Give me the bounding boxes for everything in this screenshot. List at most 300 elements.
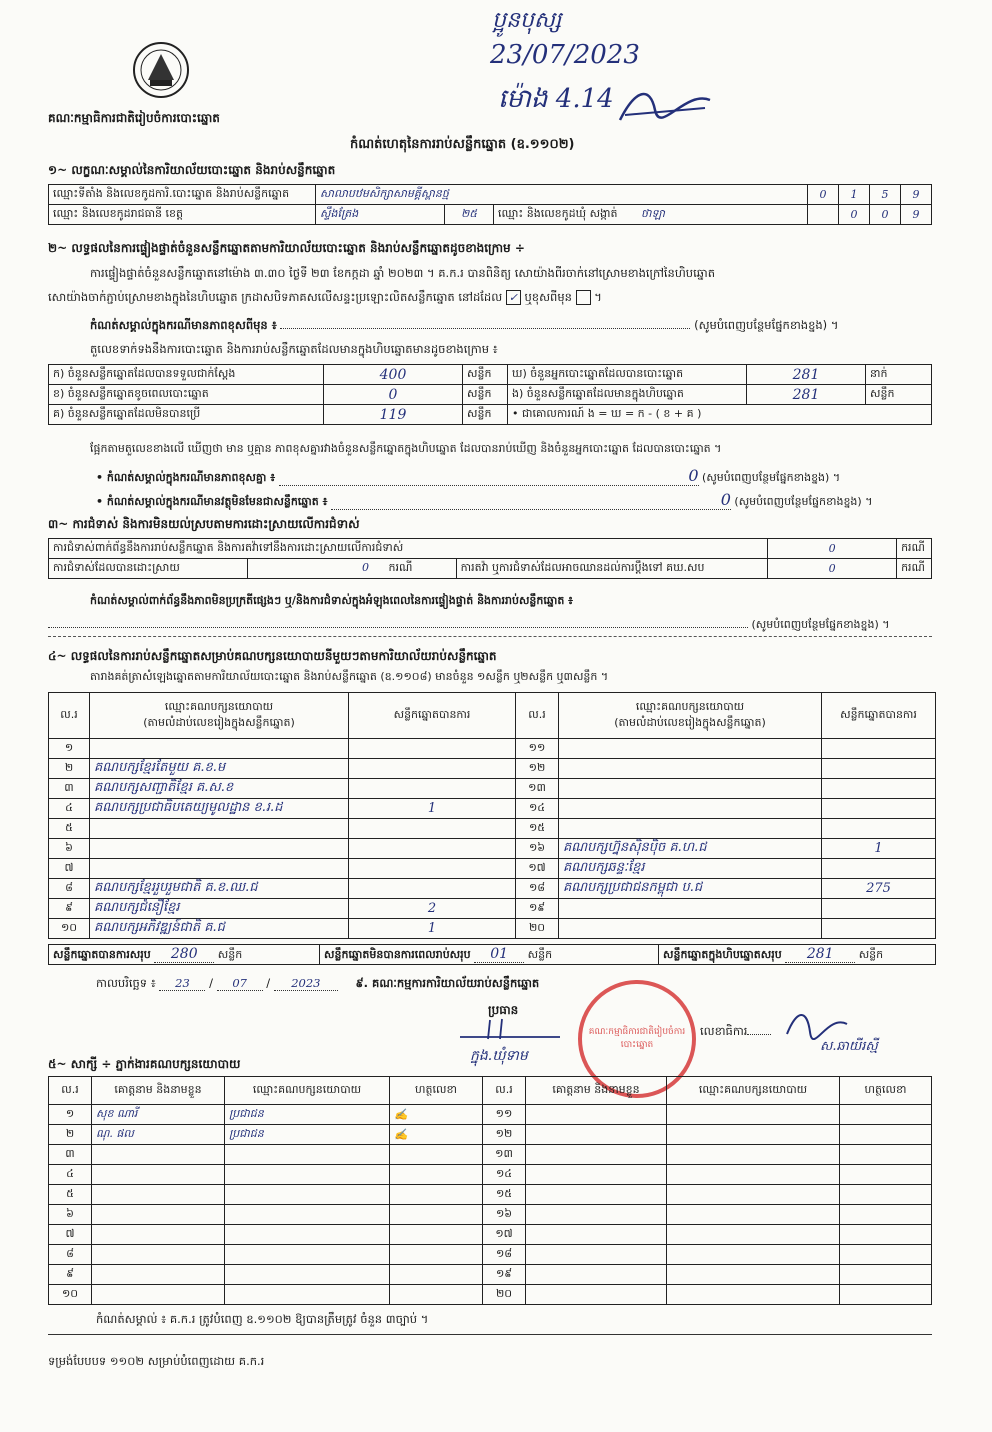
result-no: ៣ bbox=[49, 779, 90, 799]
fig-a-unit: សន្លឹក bbox=[463, 365, 508, 385]
stamp-label: គណៈកម្មាធិការជាតិរៀបចំការបោះឆ្នោត bbox=[588, 1027, 686, 1050]
witness-party bbox=[667, 1105, 840, 1125]
col-party-right bbox=[559, 693, 822, 739]
witness-sign bbox=[840, 1265, 932, 1285]
result-no: ១២ bbox=[516, 759, 559, 779]
resolved-unit: ករណី bbox=[388, 560, 413, 574]
result-party bbox=[559, 899, 822, 919]
witness-party bbox=[225, 1225, 390, 1245]
figures-table bbox=[48, 364, 932, 425]
result-votes bbox=[349, 739, 516, 759]
commune-cell bbox=[494, 205, 808, 225]
result-no: ១៦ bbox=[516, 839, 559, 859]
col-party-left-sub: (តាមលំដាប់លេខរៀងក្នុងសន្លឹកឆ្នោត) bbox=[143, 715, 295, 729]
col-party-right-sub: (តាមលំដាប់លេខរៀងក្នុងសន្លឹកឆ្នោត) bbox=[614, 715, 766, 729]
section1-table bbox=[48, 184, 932, 225]
result-party: គណបក្សជំនឿខ្មែរ bbox=[90, 899, 349, 919]
result-votes bbox=[349, 879, 516, 899]
witness-party bbox=[667, 1185, 840, 1205]
appeal-value: 0 bbox=[768, 559, 897, 579]
office-code-3: 5 bbox=[870, 185, 901, 205]
diff-note-label: • កំណត់សម្គាល់ក្នុងករណីមានភាពខុសគ្នា ៖ bbox=[96, 471, 276, 484]
committee-name: គណៈកម្មាធិការជាតិរៀបចំការបោះឆ្នោត bbox=[48, 111, 220, 125]
total-box-unit: សន្លឹក bbox=[858, 947, 884, 961]
section2-note-row bbox=[90, 318, 930, 335]
witness-no: ១ bbox=[49, 1105, 92, 1125]
fig-a-label: ក) ចំនួនសន្លឹកឆ្នោតដែលបានទទួលជាក់ស្តែង bbox=[49, 365, 324, 385]
section3-table bbox=[48, 538, 932, 579]
col-no-left: ល.រ bbox=[49, 693, 90, 739]
result-votes: 275 bbox=[822, 879, 936, 899]
table-row bbox=[49, 1125, 932, 1145]
commune-code-1: 0 bbox=[839, 205, 870, 225]
table-row bbox=[49, 859, 936, 879]
diff-note-row bbox=[96, 466, 931, 487]
col-no-right: ល.រ bbox=[516, 693, 559, 739]
total-invalid-label: សន្លឹកឆ្នោតមិនបានការពេលរាប់សរុប bbox=[324, 947, 471, 961]
w-col-party-right: ឈ្មោះគណបក្សនយោបាយ bbox=[667, 1077, 840, 1105]
made-month: 07 bbox=[217, 976, 263, 991]
witness-name bbox=[92, 1225, 225, 1245]
result-votes: 1 bbox=[349, 799, 516, 819]
witness-name bbox=[526, 1265, 667, 1285]
office-label: ឈ្មោះទីតាំង និងលេខកូដការិ.បោះឆ្នោត និងរាប់សន្លឹកឆ្នោត bbox=[49, 185, 316, 205]
witness-name bbox=[526, 1205, 667, 1225]
result-votes bbox=[349, 859, 516, 879]
table-row bbox=[49, 879, 936, 899]
divider bbox=[48, 636, 932, 637]
office-value: សាលាបឋមសិក្សាសាមគ្គីស្ពានថ្ម bbox=[316, 185, 808, 205]
witness-name bbox=[526, 1225, 667, 1245]
witness-sign bbox=[840, 1105, 932, 1125]
table-row bbox=[49, 1185, 932, 1205]
table-row bbox=[49, 779, 936, 799]
result-votes bbox=[349, 759, 516, 779]
result-votes bbox=[349, 779, 516, 799]
result-votes bbox=[822, 919, 936, 939]
witness-no: ១១ bbox=[483, 1105, 526, 1125]
table-row bbox=[49, 1105, 932, 1125]
office-code-4: 9 bbox=[901, 185, 932, 205]
fig-formula: • ជាគោលការណ៍ ង = ឃ = ក - ( ខ + គ ) bbox=[508, 405, 932, 425]
office-code-1: 0 bbox=[808, 185, 839, 205]
witness-sign bbox=[840, 1165, 932, 1185]
witness-party bbox=[667, 1225, 840, 1245]
witness-sign bbox=[390, 1185, 483, 1205]
result-votes bbox=[822, 779, 936, 799]
obj-note-hint: (សូមបំពេញបន្ថែមផ្នែកខាងខ្នង) ។ bbox=[734, 495, 873, 508]
result-party bbox=[559, 799, 822, 819]
objection-label: ការជំទាស់ពាក់ព័ន្ធនឹងការរាប់សន្លឹកឆ្នោត និងការតវ៉ាទៅនឹងការដោះស្រាយលើការជំទាស់ bbox=[49, 539, 768, 559]
result-votes bbox=[822, 759, 936, 779]
province-value: ស្ទឹងត្រែង bbox=[316, 205, 445, 225]
result-no: ១៣ bbox=[516, 779, 559, 799]
diff-text: ផ្អែកតាមតួលេខខាងលើ ឃើញថា មាន ឬគ្មាន ភាពខុសគ្នារវាងចំនួនសន្លឹកឆ្នោតក្នុងហិបឆ្នោត ដែលបានរាប់ឃើញ និងចំនួនអ្នកបោះឆ្នោត ដែលបានបោះឆ្នោត ។ bbox=[90, 442, 722, 455]
fig-c-value: 119 bbox=[324, 405, 463, 425]
result-no: ១១ bbox=[516, 739, 559, 759]
witness-party bbox=[225, 1165, 390, 1185]
table-row bbox=[49, 759, 936, 779]
secretary-name: ស.ឆាយីរស្មី bbox=[820, 1039, 878, 1054]
resolved-label: ការជំទាស់ដែលបានដោះស្រាយ bbox=[49, 559, 248, 579]
result-no: ១៧ bbox=[516, 859, 559, 879]
obj-note-value: 0 bbox=[331, 490, 731, 510]
fig-a-value: 400 bbox=[324, 365, 463, 385]
fig-d-unit: នាក់ bbox=[866, 365, 932, 385]
section3-note: កំណត់សម្គាល់ពាក់ព័ន្ធនឹងភាពមិនប្រក្រតីផ្សេងៗ ឬ/និងការជំទាស់ក្នុងអំឡុងពេលនៃការផ្ទៀងផ្ទាត់ និងការរាប់សន្លឹកឆ្នោត ៖ bbox=[90, 594, 574, 607]
witness-sign: ✍ bbox=[390, 1125, 483, 1145]
result-party: គណបក្សអភិវឌ្ឍន៍ជាតិ គ.ជ bbox=[90, 919, 349, 939]
result-no: ៦ bbox=[49, 839, 90, 859]
witness-party bbox=[667, 1165, 840, 1185]
witness-table bbox=[48, 1076, 932, 1305]
result-no: ៤ bbox=[49, 799, 90, 819]
results-total-table bbox=[48, 944, 936, 965]
fig-d-label: ឃ) ចំនួនអ្នកបោះឆ្នោតដែលបានបោះឆ្នោត bbox=[508, 365, 747, 385]
witness-name bbox=[526, 1145, 667, 1165]
table-row bbox=[49, 819, 936, 839]
intact-checkbox[interactable]: ✓ bbox=[506, 290, 521, 305]
witness-name bbox=[526, 1105, 667, 1125]
result-votes bbox=[822, 859, 936, 879]
commune-code-3: 9 bbox=[901, 205, 932, 225]
figures-row bbox=[49, 405, 932, 425]
witness-party: ប្រជាជន bbox=[225, 1105, 390, 1125]
total-valid: 280 bbox=[154, 946, 214, 963]
witness-sign bbox=[390, 1225, 483, 1245]
witness-no: ៧ bbox=[49, 1225, 92, 1245]
secretary-label: លេខាធិការ bbox=[700, 1024, 748, 1038]
result-party bbox=[90, 819, 349, 839]
commune-value: ថាឡា bbox=[641, 206, 665, 220]
witness-sign bbox=[840, 1205, 932, 1225]
witness-sign bbox=[840, 1225, 932, 1245]
result-party bbox=[559, 779, 822, 799]
section2-note-hint: (សូមបំពេញបន្ថែមផ្នែកខាងខ្នង) ។ bbox=[694, 318, 839, 332]
table-row bbox=[49, 1205, 932, 1225]
page-title: កំណត់ហេតុនៃការរាប់សន្លឹកឆ្នោត (ឧ.១១០២) bbox=[350, 137, 575, 152]
table-row bbox=[49, 1265, 932, 1285]
section5-heading: ៥~ សាក្សី ÷ ភ្នាក់ងារគណបក្សនយោបាយ bbox=[48, 1057, 241, 1071]
total-valid-label: សន្លឹកឆ្នោតបានការសរុប bbox=[53, 947, 151, 961]
witness-name bbox=[92, 1145, 225, 1165]
result-votes bbox=[822, 739, 936, 759]
witness-no: ៩ bbox=[49, 1265, 92, 1285]
witness-name: សុខ ណារី bbox=[92, 1105, 225, 1125]
result-no: ១៤ bbox=[516, 799, 559, 819]
total-box-label: សន្លឹកឆ្នោតក្នុងហិបឆ្នោតសរុប bbox=[663, 947, 782, 961]
witness-name bbox=[92, 1185, 225, 1205]
section4-intro: តារាងគត់ត្រាសំឡេងឆ្នោតតាមការិយាល័យបោះឆ្នោត និងរាប់សន្លឹកឆ្នោត (ឧ.១១០៨) មានចំនួន ១សន្លឹក ឬ២សន្លឹក ឬ៣សន្លឹក ។ bbox=[90, 670, 609, 683]
witness-sign bbox=[840, 1245, 932, 1265]
result-no: ៧ bbox=[49, 859, 90, 879]
witness-no: ១០ bbox=[49, 1285, 92, 1305]
commune-label: ឈ្មោះ និងលេខកូដឃុំ សង្កាត់ bbox=[498, 206, 618, 220]
witness-no: ២ bbox=[49, 1125, 92, 1145]
witness-no: ១៤ bbox=[483, 1165, 526, 1185]
witness-party bbox=[225, 1245, 390, 1265]
secretary-row bbox=[700, 1024, 771, 1041]
result-party bbox=[559, 919, 822, 939]
committee-sign: ៩. គណៈកម្មការការិយាល័យរាប់សន្លឹកឆ្នោត bbox=[355, 976, 540, 990]
witness-sign bbox=[390, 1265, 483, 1285]
total-invalid-unit: សន្លឹក bbox=[527, 947, 553, 961]
witness-sign bbox=[390, 1205, 483, 1225]
result-no: ៥ bbox=[49, 819, 90, 839]
table-row bbox=[49, 1165, 932, 1185]
witness-no: ៣ bbox=[49, 1145, 92, 1165]
result-votes: 2 bbox=[349, 899, 516, 919]
witness-name bbox=[92, 1165, 225, 1185]
col-party-left bbox=[90, 693, 349, 739]
witness-sign bbox=[390, 1165, 483, 1185]
total-box: 281 bbox=[785, 946, 855, 963]
fig-b-unit: សន្លឹក bbox=[463, 385, 508, 405]
figures-intro: តួលេខទាក់ទងនឹងការបោះឆ្នោត និងការរាប់សន្លឹកឆ្នោតដែលមានក្នុងហិបឆ្នោតមានដូចខាងក្រោម ៖ bbox=[90, 342, 498, 356]
result-no: ៩ bbox=[49, 899, 90, 919]
witness-party: ប្រជាជន bbox=[225, 1125, 390, 1145]
witness-no: ១៧ bbox=[483, 1225, 526, 1245]
obj-note-row bbox=[96, 490, 931, 511]
section2-para1: ការផ្ទៀងផ្ទាត់ចំនួនសន្លឹកឆ្នោតនៅម៉ោង ៣.៣០ ថ្ងៃទី ២៣ ខែកក្កដា ឆ្នាំ ២០២៣ ។ គ.ក.រ បានពិនិត្យ សោយ៉ាងពីរចាក់នៅស្រោមខាងក្រៅនៃហិបឆ្នោត bbox=[90, 266, 715, 280]
chair-label: ប្រធាន bbox=[488, 1003, 519, 1017]
result-party: គណបក្សប្រជាជនកម្ពុជា ប.ជ bbox=[559, 879, 822, 899]
commune-code-0 bbox=[808, 205, 839, 225]
fig-c-label: គ) ចំនួនសន្លឹកឆ្នោតដែលមិនបានប្រើ bbox=[49, 405, 324, 425]
made-year: 2023 bbox=[274, 976, 338, 991]
table-row bbox=[49, 1145, 932, 1165]
made-on-label: កាលបរិច្ឆេទ ៖ bbox=[96, 976, 156, 990]
witness-party bbox=[667, 1265, 840, 1285]
made-day: 23 bbox=[159, 976, 205, 991]
result-votes: 1 bbox=[349, 919, 516, 939]
total-invalid-cell bbox=[320, 945, 659, 965]
witness-sign bbox=[390, 1245, 483, 1265]
fig-e-value: 281 bbox=[747, 385, 866, 405]
fig-c-unit: សន្លឹក bbox=[463, 405, 508, 425]
results-body bbox=[49, 739, 936, 939]
witness-sign bbox=[840, 1125, 932, 1145]
objection-value: 0 bbox=[768, 539, 897, 559]
table-row bbox=[49, 1285, 932, 1305]
table-row bbox=[49, 739, 936, 759]
witness-name bbox=[92, 1245, 225, 1265]
result-no: ២ bbox=[49, 759, 90, 779]
result-votes: 1 bbox=[822, 839, 936, 859]
witness-party bbox=[667, 1245, 840, 1265]
fig-e-unit: សន្លឹក bbox=[866, 385, 932, 405]
diff-note-hint: (សូមបំពេញបន្ថែមផ្នែកខាងខ្នង) ។ bbox=[702, 471, 841, 484]
result-no: ១០ bbox=[49, 919, 90, 939]
witness-party bbox=[667, 1125, 840, 1145]
section2-para2-wrap: សោយ៉ាងចាក់ភ្ជាប់ស្រោមខាងក្នុងនៃហិបឆ្នោត ក្រដាសបិទភាគសលើសន្ទះប្រឡោះលិតសន្លឹកឆ្នោត នៅដដែល ✓ ឬខុសពីមុន ។ bbox=[48, 290, 602, 304]
witness-body bbox=[49, 1105, 932, 1305]
total-valid-unit: សន្លឹក bbox=[217, 947, 243, 961]
witness-sign bbox=[840, 1285, 932, 1305]
result-votes bbox=[349, 839, 516, 859]
changed-checkbox[interactable] bbox=[576, 290, 591, 305]
result-votes bbox=[349, 819, 516, 839]
witness-no: ៤ bbox=[49, 1165, 92, 1185]
nec-logo-icon bbox=[128, 40, 194, 100]
made-date-row: កាលបរិច្ឆេទ ៖ 23 / 07 / 2023 ៩. គណៈកម្មការការិយាល័យរាប់សន្លឹកឆ្នោត bbox=[96, 976, 540, 990]
appeal-label: ការតវ៉ា ឬការជំទាស់ដែលអាចឈានដល់ការប្តឹងទៅ គឃ.សប bbox=[456, 559, 767, 579]
result-party bbox=[90, 839, 349, 859]
witness-sign: ✍ bbox=[390, 1105, 483, 1125]
table-row bbox=[49, 919, 936, 939]
result-party: គណបក្សប្រជាធិបតេយ្យមូលដ្ឋាន ខ.រ.ដ bbox=[90, 799, 349, 819]
figures-row bbox=[49, 385, 932, 405]
total-valid-cell bbox=[49, 945, 320, 965]
witness-no: ៥ bbox=[49, 1185, 92, 1205]
witness-party bbox=[667, 1205, 840, 1225]
section3-note-line bbox=[48, 627, 748, 628]
w-col-name-left: គោត្តនាម និងនាមខ្លួន bbox=[92, 1077, 225, 1105]
diff-note-value: 0 bbox=[279, 466, 699, 486]
witness-no: ១៩ bbox=[483, 1265, 526, 1285]
result-no: ១ bbox=[49, 739, 90, 759]
witness-no: ២០ bbox=[483, 1285, 526, 1305]
handwritten-note: ប្អូនបុស្ស bbox=[492, 8, 562, 33]
section4-heading: ៤~ លទ្ធផលនៃការរាប់សន្លឹកឆ្នោតសម្រាប់គណបក្សនយោបាយនីមួយៗតាមការិយាល័យរាប់សន្លឹកឆ្នោត bbox=[48, 649, 497, 663]
witness-name bbox=[526, 1185, 667, 1205]
col-party-right-title: ឈ្មោះគណបក្សនយោបាយ bbox=[635, 699, 745, 713]
results-table bbox=[48, 692, 936, 939]
witness-no: ១៦ bbox=[483, 1205, 526, 1225]
resolved-value: 0 bbox=[362, 560, 369, 574]
witness-name: ណុ. ផល bbox=[92, 1125, 225, 1145]
result-no: ៨ bbox=[49, 879, 90, 899]
witness-party bbox=[667, 1285, 840, 1305]
result-no: ១៥ bbox=[516, 819, 559, 839]
result-party bbox=[90, 739, 349, 759]
handwritten-date: 23/07/2023 bbox=[490, 40, 640, 70]
witness-no: ១២ bbox=[483, 1125, 526, 1145]
province-code: ២៥ bbox=[445, 205, 494, 225]
witness-name bbox=[92, 1265, 225, 1285]
result-party: គណបក្សហ្វ៊ុនស៊ិនប៉ិច គ.ហ.ជ bbox=[559, 839, 822, 859]
form-code: ទម្រង់បែបបទ ១១០២ សម្រាប់បំពេញដោយ គ.ក.រ bbox=[48, 1354, 265, 1368]
result-party bbox=[559, 739, 822, 759]
secretary-line bbox=[747, 1034, 771, 1035]
result-votes bbox=[822, 799, 936, 819]
result-votes bbox=[822, 899, 936, 919]
witness-name bbox=[92, 1205, 225, 1225]
col-votes-right: សន្លឹកឆ្នោតបានការ bbox=[822, 693, 936, 739]
w-col-name-right: គោត្តនាម និងនាមខ្លួន bbox=[526, 1077, 667, 1105]
section2-note-line bbox=[280, 328, 690, 329]
footer-divider bbox=[48, 1334, 932, 1335]
fig-e-label: ង) ចំនួនសន្លឹកឆ្នោតដែលមានក្នុងហិបឆ្នោត bbox=[508, 385, 747, 405]
witness-name bbox=[526, 1245, 667, 1265]
section1-heading: ១~ លក្ខណៈសម្គាល់នៃការិយាល័យបោះឆ្នោត និងរាប់សន្លឹកឆ្នោត bbox=[48, 163, 336, 177]
fig-b-label: ខ) ចំនួនសន្លឹកឆ្នោតខូចពេលបោះឆ្នោត bbox=[49, 385, 324, 405]
result-no: ១៩ bbox=[516, 899, 559, 919]
witness-party bbox=[225, 1285, 390, 1305]
witness-no: ១៣ bbox=[483, 1145, 526, 1165]
w-col-no-right: ល.រ bbox=[483, 1077, 526, 1105]
office-code-2: 1 bbox=[839, 185, 870, 205]
witness-name bbox=[526, 1285, 667, 1305]
w-col-party-left: ឈ្មោះគណបក្សនយោបាយ bbox=[225, 1077, 390, 1105]
result-no: ២០ bbox=[516, 919, 559, 939]
result-no: ១៨ bbox=[516, 879, 559, 899]
section3-note-hint: (សូមបំពេញបន្ថែមផ្នែកខាងខ្នង) ។ bbox=[751, 618, 890, 631]
result-party bbox=[559, 759, 822, 779]
witness-party bbox=[225, 1205, 390, 1225]
section2-note-label: កំណត់សម្គាល់ក្នុងករណីមានភាពខុសពីមុន ៖ bbox=[90, 318, 277, 332]
witness-party bbox=[225, 1185, 390, 1205]
province-label: ឈ្មោះ និងលេខកូដរាជធានី ខេត្ត bbox=[49, 205, 316, 225]
chair-name: ក្នុង.ឃុំទាម bbox=[470, 1048, 528, 1064]
secretary-signature bbox=[782, 1004, 852, 1040]
fig-d-value: 281 bbox=[747, 365, 866, 385]
result-party: គណបក្សខ្មែររួបរួមជាតិ គ.ខ.ឈ.ជ bbox=[90, 879, 349, 899]
figures-row bbox=[49, 365, 932, 385]
footer-note: កំណត់សម្គាល់ ៖ គ.ក.រ ត្រូវបំពេញ ឧ.១១០២ ឱ្យបានត្រឹមត្រូវ ចំនួន ៣ច្បាប់ ។ bbox=[96, 1312, 429, 1326]
col-votes-left: សន្លឹកឆ្នោតបានការ bbox=[349, 693, 516, 739]
total-box-cell bbox=[659, 945, 936, 965]
result-party bbox=[559, 819, 822, 839]
total-invalid: 01 bbox=[474, 946, 524, 963]
col-party-left-title: ឈ្មោះគណបក្សនយោបាយ bbox=[164, 699, 274, 713]
result-party: គណបក្សខ្មែរតែមួយ គ.ខ.ម bbox=[90, 759, 349, 779]
signature-top bbox=[615, 80, 715, 130]
witness-name bbox=[526, 1165, 667, 1185]
witness-name bbox=[526, 1125, 667, 1145]
witness-sign bbox=[390, 1145, 483, 1165]
section2-para2: សោយ៉ាងចាក់ភ្ជាប់ស្រោមខាងក្នុងនៃហិបឆ្នោត ក្រដាសបិទភាគសលើសន្ទះប្រឡោះលិតសន្លឹកឆ្នោត នៅដដែល bbox=[48, 290, 503, 304]
witness-no: ៨ bbox=[49, 1245, 92, 1265]
witness-name bbox=[92, 1285, 225, 1305]
witness-no: ១៨ bbox=[483, 1245, 526, 1265]
witness-party bbox=[225, 1145, 390, 1165]
witness-sign bbox=[840, 1185, 932, 1205]
obj-note-label: • កំណត់សម្គាល់ក្នុងករណីមានវត្ថុមិនមែនជាសន្លឹកឆ្នោត ៖ bbox=[96, 495, 328, 508]
result-party: គណបក្សសញ្ជាតិខ្មែរ គ.ស.ខ bbox=[90, 779, 349, 799]
witness-party bbox=[225, 1265, 390, 1285]
section2-heading: ២~ លទ្ធផលនៃការផ្ទៀងផ្ទាត់ចំនួនសន្លឹកឆ្នោតតាមការិយាល័យបោះឆ្នោត និងរាប់សន្លឹកឆ្នោតដូចខាងក្រោម ÷ bbox=[48, 241, 525, 255]
chair-signature bbox=[450, 1015, 570, 1045]
witness-no: ១៥ bbox=[483, 1185, 526, 1205]
result-votes bbox=[822, 819, 936, 839]
witness-sign bbox=[390, 1285, 483, 1305]
table-row bbox=[49, 899, 936, 919]
w-col-sign-right: ហត្ថលេខា bbox=[840, 1077, 932, 1105]
or-not-label: ឬខុសពីមុន bbox=[524, 290, 572, 304]
commune-code-2: 0 bbox=[870, 205, 901, 225]
table-row bbox=[49, 1245, 932, 1265]
appeal-unit: ករណី bbox=[897, 559, 932, 579]
w-col-sign-left: ហត្ថលេខា bbox=[390, 1077, 483, 1105]
table-row bbox=[49, 839, 936, 859]
section3-note-row bbox=[48, 618, 932, 634]
result-party: គណបក្សឆន្ទៈខ្មែរ bbox=[559, 859, 822, 879]
witness-no: ៦ bbox=[49, 1205, 92, 1225]
result-party bbox=[90, 859, 349, 879]
w-col-no-left: ល.រ bbox=[49, 1077, 92, 1105]
section3-heading: ៣~ ការជំទាស់ និងការមិនយល់ស្របតាមការដោះស្រាយលើការជំទាស់ bbox=[48, 517, 360, 531]
table-row bbox=[49, 1225, 932, 1245]
objection-unit: ករណី bbox=[897, 539, 932, 559]
witness-sign bbox=[840, 1145, 932, 1165]
resolved-cell bbox=[248, 559, 457, 579]
handwritten-time: ម៉ោង 4.14 bbox=[498, 84, 614, 114]
section4-intro-wrap bbox=[90, 670, 608, 686]
fig-b-value: 0 bbox=[324, 385, 463, 405]
table-row bbox=[49, 799, 936, 819]
witness-party bbox=[667, 1145, 840, 1165]
